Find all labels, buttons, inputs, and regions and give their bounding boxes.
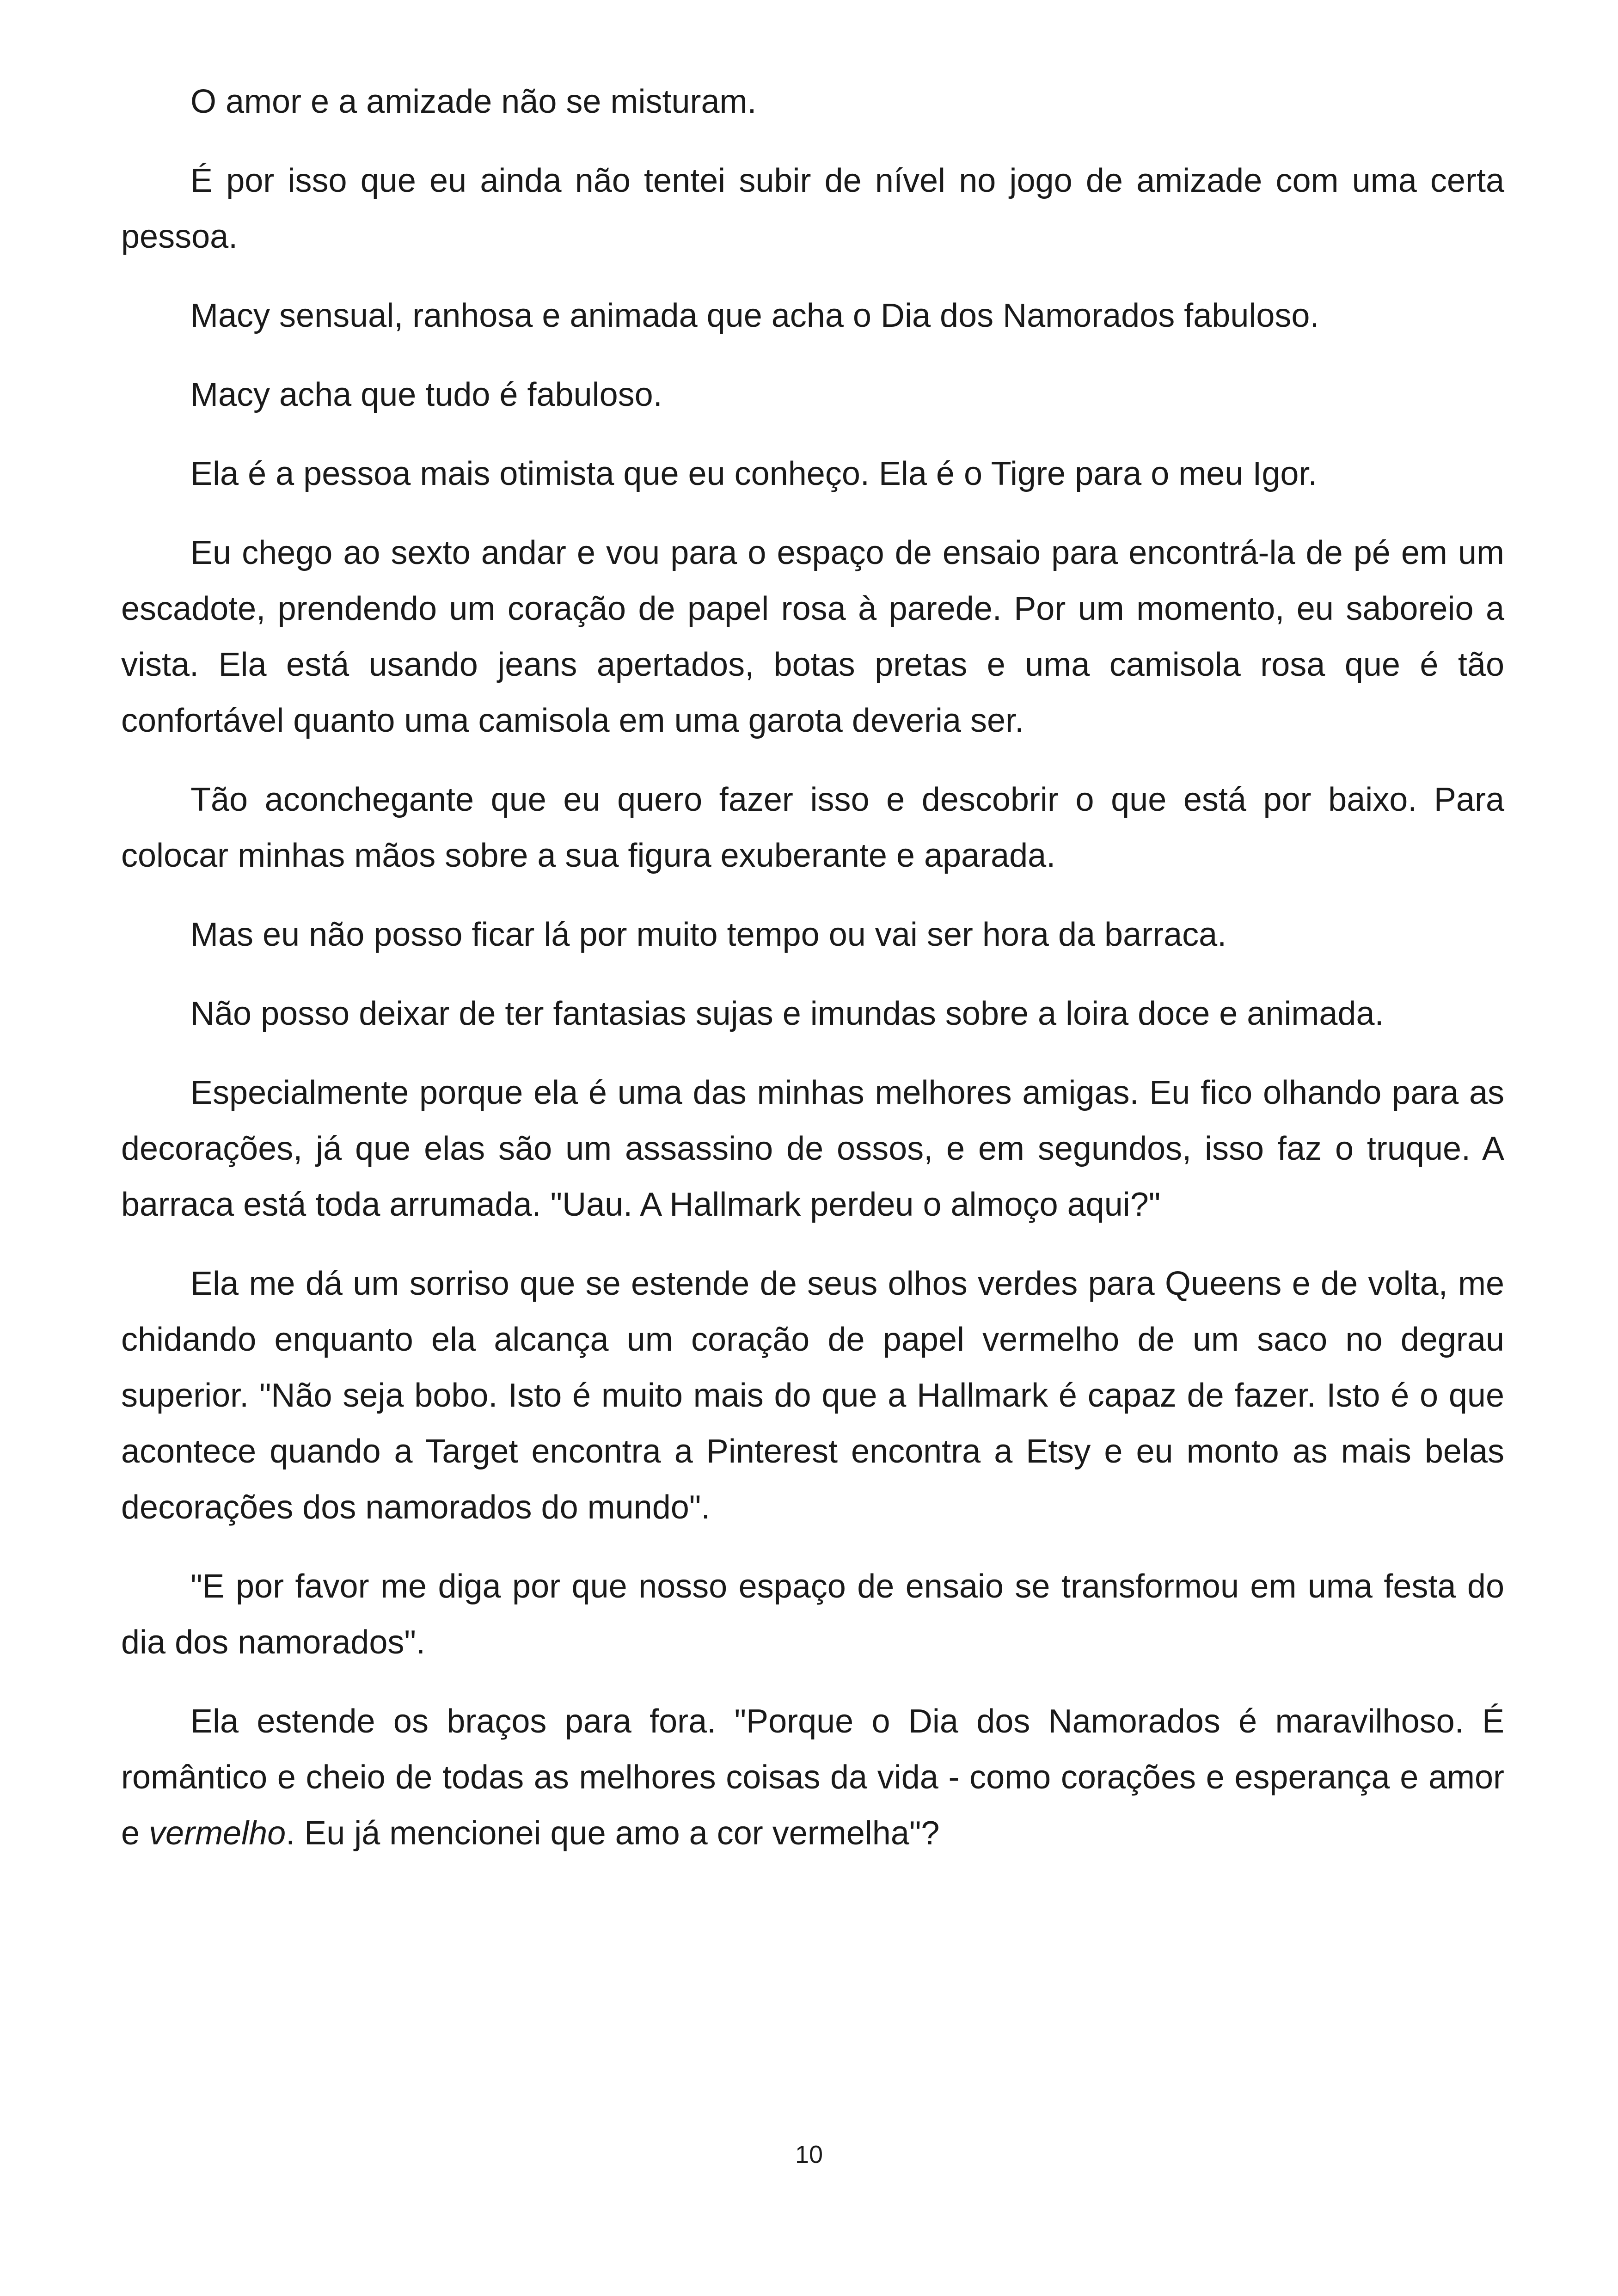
- paragraph: O amor e a amizade não se misturam.: [190, 83, 757, 120]
- paragraph: Especialmente porque ela é uma das minhas melhores amigas. Eu fico olhando para as decorações, já que elas são um assassino de ossos, e em segundos, isso faz o truque. A barraca está toda arrumada. "Uau. A Hallmark perdeu o almoço aqui?": [121, 1074, 1504, 1223]
- paragraph: Macy sensual, ranhosa e animada que acha o Dia dos Namorados fabuloso.: [190, 297, 1319, 334]
- paragraph: Ela é a pessoa mais otimista que eu conheço. Ela é o Tigre para o meu Igor.: [190, 455, 1318, 492]
- paragraph: [121, 1694, 1504, 1861]
- page-number: 10: [795, 2141, 823, 2168]
- paragraph-text: Ela estende os braços para fora. "Porque o Dia dos Namorados é maravilhoso. É romântico e cheio de todas as melhores coisas da vida - como corações e esperança e amor e: [121, 1703, 1504, 1852]
- emphasis-text: vermelho: [149, 1815, 286, 1852]
- paragraph: Macy acha que tudo é fabuloso.: [190, 376, 662, 413]
- paragraph: Mas eu não posso ficar lá por muito tempo ou vai ser hora da barraca.: [190, 916, 1227, 953]
- paragraph: Tão aconchegante que eu quero fazer isso e descobrir o que está por baixo. Para colocar minhas mãos sobre a sua figura exuberante e aparada.: [121, 781, 1504, 874]
- paragraph-text: . Eu já mencionei que amo a cor vermelha"?: [286, 1815, 940, 1852]
- paragraph: Não posso deixar de ter fantasias sujas e imundas sobre a loira doce e animada.: [190, 995, 1384, 1032]
- paragraph: Eu chego ao sexto andar e vou para o espaço de ensaio para encontrá-la de pé em um escadote, prendendo um coração de papel rosa à parede. Por um momento, eu saboreio a vista. Ela está usando jeans apertados, botas pretas e uma camisola rosa que é tão confortável quanto uma camisola em uma garota deveria ser.: [121, 534, 1504, 739]
- body-text: [121, 74, 1504, 1885]
- paragraph: É por isso que eu ainda não tentei subir de nível no jogo de amizade com uma certa pessoa.: [121, 162, 1504, 255]
- paragraph: Ela me dá um sorriso que se estende de seus olhos verdes para Queens e de volta, me chidando enquanto ela alcança um coração de papel vermelho de um saco no degrau superior. "Não seja bobo. Isto é muito mais do que a Hallmark é capaz de fazer. Isto é o que acontece quando a Target encontra a Pinterest encontra a Etsy e eu monto as mais belas decorações dos namorados do mundo".: [121, 1265, 1504, 1526]
- paragraph: "E por favor me diga por que nosso espaço de ensaio se transformou em uma festa do dia dos namorados".: [121, 1568, 1504, 1661]
